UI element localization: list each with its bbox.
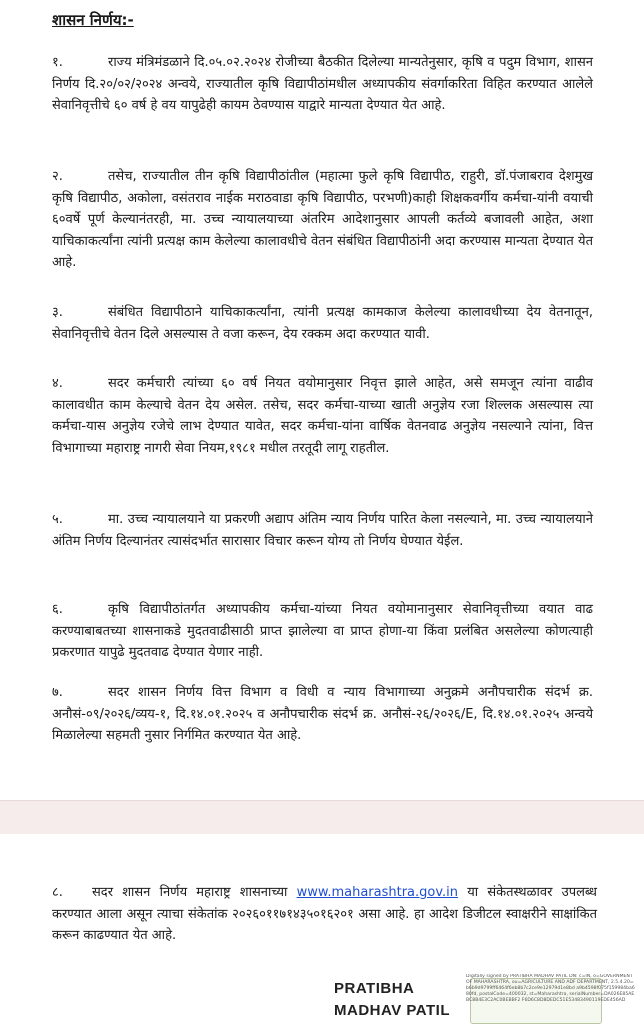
signatory-name-line-1: PRATIBHA [334,980,415,997]
paragraph-text: संबंधित विद्यापीठाने याचिकाकर्त्यांना, त्यांनी प्रत्यक्ष कामकाज केलेल्या कालावधीच्या देय वेतनातून, सेवानिवृत्तीचे वेतन दिले असल्यास ते वजा करून, देय रक्कम अदा करण्यात यावी. [52,305,593,342]
paragraph-text: सदर शासन निर्णय महाराष्ट्र शासनाच्या [92,885,288,900]
paragraph-text: मा. उच्च न्यायालयाने या प्रकरणी अद्याप अंतिम न्याय निर्णय पारित केला नसल्याने, मा. उच्च न्यायालयाने अंतिम निर्णय दिल्यानंतर त्यासंदर्भात सारासार विचार करून योग्य तो निर्णय घेण्यात येईल. [52,512,593,549]
paragraph-3 [52,302,593,345]
signatory-name [334,978,450,1022]
page-break [0,800,644,835]
paragraph-text: कृषि विद्यापीठांतर्गत अध्यापकीय कर्मचा-यांच्या नियत वयोमानानुसार सेवानिवृत्तीच्या वयात वाढ करण्याबाबतच्या शासनाकडे मुदतवाढीसाठी प्राप्त झालेल्या वा प्राप्त होणा-या किंवा प्रलंबित असलेल्या कोणत्याही प्रकरणात यापुढे मुदतवाढ देण्यात येणार नाही. [52,602,593,660]
paragraph-1 [52,52,593,117]
paragraph-text: राज्य मंत्रिमंडळाने दि.०५.०२.२०२४ रोजीच्या बैठकीत दिलेल्या मान्यतेनुसार, कृषि व पदुम विभाग, शासन निर्णय दि.२०/०२/२०२४ अन्वये, राज्यातील कृषि विद्यापीठांमधील अध्यापकीय संवर्गाकरिता विहित करण्यात आलेले सेवानिवृत्तीचे ६० वर्ष हे वय यापुढेही कायम ठेवण्यास याद्वारे मान्यता देण्यात येत आहे. [52,55,593,113]
paragraph-number: ७. [52,685,63,700]
paragraph-number: २. [52,169,63,184]
paragraph-number: ८. [52,885,63,900]
paragraph-text: सदर शासन निर्णय वित्त विभाग व विधी व न्याय विभागाच्या अनुक्रमे अनौपचारीक संदर्भ क्र. अनौसं-०९/२०२६/व्यय-१, दि.१४.०१.२०२५ व अनौपचारीक संदर्भ क्र. अनौसं-२६/२०२६/E, दि.१४.०१.२०२५ अन्वये मिळालेल्या सहमती नुसार निर्गमित करण्यात येत आहे. [52,685,593,743]
paragraph-2 [52,166,593,274]
paragraph-number: ४. [52,376,63,391]
paragraph-number: ६. [52,602,63,617]
paragraph-5 [52,509,593,552]
paragraph-text: तसेच, राज्यातील तीन कृषि विद्यापीठांतील (महात्मा फुले कृषि विद्यापीठ, राहुरी, डॉ.पंजाबराव देशमुख कृषि विद्यापीठ, अकोला, वसंतराव नाईक मराठवाडा कृषि विद्यापीठ, परभणी)काही शिक्षकवर्गीय कर्मचा-यांनी वयाची ६०वर्षे पूर्ण केल्यानंतरही, मा. उच्च न्यायालयाच्या अंतरिम आदेशानुसार आपली कर्तव्ये बजावली आहेत, अशा याचिकाकर्त्यांना त्यांनी प्रत्यक्ष काम केलेल्या कालावधीचे वेतन संबंधित विद्यापीठांनी अदा करण्यास मान्यता देण्यात येत आहे. [52,169,593,270]
paragraph-text: या संकेतस्थळावर उपलब्ध करण्यात आला असून त्याचा संकेतांक २०२६०११७१४३५०१६२०१ असा आहे. हा आदेश डिजीटल स्वाक्षरीने साक्षांकित करून काढण्यात येत आहे. [52,885,597,943]
paragraph-8 [52,882,597,947]
website-link[interactable]: www.maharashtra.gov.in [296,885,459,900]
paragraph-7 [52,682,593,747]
paragraph-text: सदर कर्मचारी त्यांच्या ६० वर्ष नियत वयोमानुसार निवृत्त झाले आहेत, असे समजून त्यांना वाढीव कालावधीत काम केल्याचे वेतन देय असेल. तसेच, सदर कर्मचा-याच्या खाती अनुज्ञेय रजा शिल्लक असल्यास त्या कर्मचा-यास अनुज्ञेय रजेचे लाभ देण्यात यावेत, सदर कर्मचा-यांना वार्षिक वेतनवाढ अनुज्ञेय नसल्याने त्यांना, वित्त विभागाच्या महाराष्ट्र नागरी सेवा नियम,१९८१ मधील तरतूदी लागू राहतील. [52,376,593,456]
paragraph-6 [52,599,593,664]
paragraph-number: ३. [52,305,63,320]
paragraph-number: ५. [52,512,63,527]
page-heading: शासन निर्णय:- [52,11,134,29]
signatory-name-line-2: MADHAV PATIL [334,1002,450,1019]
paragraph-4 [52,373,593,459]
digital-signature-details: Digitally signed by PRATIBHA MADHAV PATIL DN: c=IN, o=GOVERNMENT OF MAHARASHTRA, ou=AGRICULTURE AND ADF DEPARTMENT, 2.5.4.20=b6b9d9799ff6464f6eb8b7c2ce9e12979d1e8bd a9b4598f075f159984ba680fd, postalCode=400032, st=Maharashtra, serialNumber=DA026E85AEBC8B4E3C2AC0BEBBF2 F6D6C8D8DEDC51E53483490119EDE456AD [466,974,635,1003]
paragraph-number: १. [52,55,63,70]
